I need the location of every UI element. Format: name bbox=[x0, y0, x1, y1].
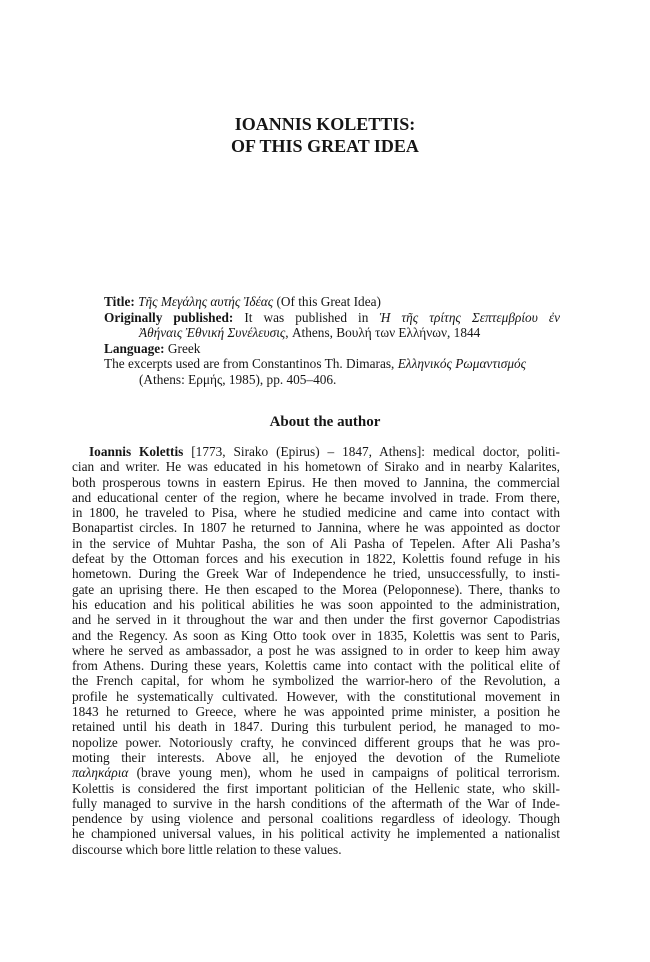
publication-info bbox=[104, 294, 560, 387]
published-text: It was published in bbox=[233, 309, 380, 325]
title-english: (Of this Great Idea) bbox=[273, 294, 381, 309]
published-label: Originally published: bbox=[104, 309, 234, 325]
language-label: Language: bbox=[104, 340, 165, 356]
bio-line: and he served in it throughout the war and then under the first governor Capodistrias bbox=[72, 612, 560, 628]
bio-line: the French capital, for whom he symbolized the warrior-hero of the Revolution, a bbox=[72, 673, 560, 689]
greek-term: παληκάρια bbox=[72, 765, 129, 781]
bio-line: pendence by using violence and personal coalitions regardless of ideology. Though bbox=[72, 811, 560, 827]
bio-line: moting their interests. Above all, he enjoyed the devotion of the Rumeliote bbox=[72, 749, 560, 765]
author-biography bbox=[72, 444, 560, 857]
excerpt-text: The excerpts used are from Constantinos Th. Dimaras, bbox=[104, 356, 398, 371]
title-line-1: IOANNIS KOLETTIS: bbox=[234, 114, 416, 134]
bio-line: where he served as ambassador, a post he was assigned to in order to keep him away bbox=[72, 642, 560, 658]
bio-line: fully managed to survive in the harsh conditions of the aftermath of the War of Inde- bbox=[72, 795, 560, 811]
language-value: Greek bbox=[164, 340, 201, 356]
published-entry-line-1 bbox=[104, 310, 560, 326]
bio-line: from Athens. During these years, Kolettis came into contact with the political elite of bbox=[72, 658, 560, 674]
title-entry bbox=[104, 294, 560, 310]
bio-line: nopolize power. Notoriously crafty, he convinced different groups that he was pro- bbox=[72, 734, 560, 750]
bio-line: and educational center of the region, where he became involved in trade. From there, bbox=[72, 489, 560, 505]
bio-line: Bonapartist circles. In 1807 he returned to Jannina, where he was appointed as doctor bbox=[72, 520, 560, 536]
bio-line: both prosperous towns in eastern Epirus. He then moved to Jannina, the commercial bbox=[72, 474, 560, 490]
bio-line: retained until his death in 1847. During this turbulent period, he managed to mo- bbox=[72, 719, 560, 735]
bio-text: (brave young men), whom he used in campaigns of political terrorism. bbox=[128, 765, 560, 781]
published-greek-1: Ἡ τῆς τρίτης Σεπτεμβρίου ἐν bbox=[379, 309, 560, 325]
about-author-heading: About the author bbox=[269, 414, 381, 430]
bio-line: Kolettis is considered the first important politician of the Hellenic state, who skill- bbox=[72, 780, 560, 796]
bio-line: hometown. During the Greek War of Independence he tried, unsuccessfully, to insti- bbox=[72, 566, 560, 582]
title-greek: Τῆς Μεγάλης αυτής Ἰδέας bbox=[138, 294, 274, 309]
bio-line bbox=[72, 765, 560, 780]
title-label: Title: bbox=[104, 294, 135, 309]
title-line-2: OF THIS GREAT IDEA bbox=[231, 136, 419, 156]
bio-line: 1843 he returned to Greece, where he was appointed prime minister, a position he bbox=[72, 704, 560, 720]
bio-line bbox=[72, 444, 560, 459]
excerpt-greek: Ελληνικός Ρωμαντισμός bbox=[397, 356, 527, 371]
published-entry-line-2 bbox=[104, 325, 560, 341]
bio-line: profile he systematically cultivated. However, with the constitutional movement in bbox=[72, 688, 560, 704]
excerpt-entry-line-1 bbox=[104, 356, 560, 372]
bio-line: in the service of Muhtar Pasha, the son of Ali Pasha of Tepelen. After Ali Pasha’s bbox=[72, 535, 560, 551]
author-name: Ioannis Kolettis bbox=[89, 444, 184, 459]
published-greek-2: Ἀθήναις Ἐθνική Συνέλευσις bbox=[139, 325, 286, 340]
page-title bbox=[0, 113, 650, 157]
bio-line: discourse which bore little relation to these values. bbox=[72, 841, 342, 857]
bio-line: defeat by the Ottoman forces and his execution in 1822, Kolettis found refuge in his bbox=[72, 551, 560, 567]
bio-line: cian and writer. He was educated in his hometown of Sirako and in nearby Kalarites, bbox=[72, 459, 560, 475]
bio-text: [1773, Sirako (Epirus) – 1847, Athens]: medical doctor, politi- bbox=[183, 444, 560, 459]
published-rest: , Athens, Βουλή των Ελλήνων, 1844 bbox=[285, 325, 481, 340]
bio-line: in 1800, he traveled to Pisa, where he studied medicine and came into contact with bbox=[72, 505, 560, 521]
language-entry bbox=[104, 341, 560, 357]
excerpt-entry-line-2 bbox=[104, 372, 560, 388]
bio-line: he championed universal values, in his political activity he implemented a nationalist bbox=[72, 826, 560, 842]
excerpt-rest: (Athens: Ερμής, 1985), pp. 405–406. bbox=[139, 371, 337, 387]
bio-line: his education and his political abilities he was soon appointed to the administration, bbox=[72, 596, 560, 612]
bio-line: gate an uprising there. He then escaped to the Morea (Peloponnese). There, thanks to bbox=[72, 581, 560, 597]
bio-line: and the Regency. As soon as King Otto took over in 1835, Kolettis was sent to Paris, bbox=[72, 627, 560, 643]
